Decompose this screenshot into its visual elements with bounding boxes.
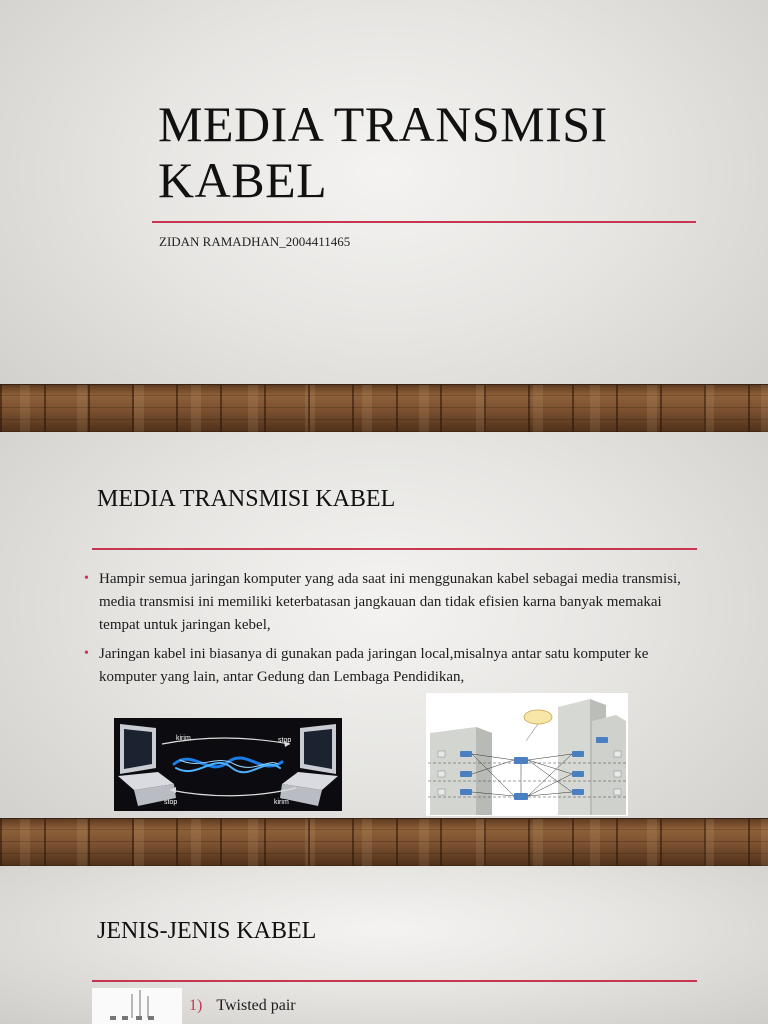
slide-subtitle: ZIDAN RAMADHAN_2004411465 bbox=[159, 234, 351, 249]
bullet-text: Jaringan kabel ini biasanya di gunakan pada jaringan local,misalnya antar satu komputer ke komputer yang lain, antar Gedung dan Lembaga Pendidikan, bbox=[99, 646, 649, 685]
bullet-text: Hampir semua jaringan komputer yang ada saat ini menggunakan kabel sebagai media transmisi, media transmisi ini memiliki keterbatasan jangkauan dan tidak efisien karna banyak memakai tempat untuk jaringan kebel, bbox=[99, 571, 681, 633]
slide-title-line1: MEDIA TRANSMISI bbox=[158, 96, 608, 152]
heading-divider bbox=[92, 980, 697, 982]
title-slide bbox=[0, 0, 768, 432]
label-stop-bottom: stop bbox=[164, 799, 178, 806]
bullet-item bbox=[84, 568, 704, 637]
slide-heading: JENIS-JENIS KABEL bbox=[97, 918, 317, 944]
list-item-number: 1) bbox=[189, 997, 203, 1014]
slide-heading: MEDIA TRANSMISI KABEL bbox=[97, 486, 396, 512]
slide-title bbox=[158, 96, 718, 208]
label-send-bottom: kirim bbox=[274, 799, 289, 806]
content-slide bbox=[0, 866, 768, 1024]
bullet-list bbox=[84, 568, 704, 695]
title-divider bbox=[152, 221, 696, 223]
wood-floor-band bbox=[0, 818, 768, 866]
label-send-top: kirim bbox=[176, 735, 191, 742]
slide-title-line2: KABEL bbox=[158, 152, 328, 208]
content-slide bbox=[0, 432, 768, 866]
heading-divider bbox=[92, 548, 697, 550]
twisted-pair-image bbox=[92, 988, 182, 1024]
bullet-icon: • bbox=[84, 571, 89, 586]
list-item-label: Twisted pair bbox=[216, 997, 296, 1014]
label-stop-top: stop bbox=[278, 737, 292, 744]
network-diagram-image bbox=[426, 693, 628, 816]
list-item bbox=[189, 997, 296, 1015]
computer-transfer-image bbox=[114, 718, 342, 811]
bullet-icon: • bbox=[84, 646, 89, 661]
cloud-icon bbox=[524, 710, 552, 724]
bullet-item bbox=[84, 643, 704, 689]
wood-floor-band bbox=[0, 384, 768, 432]
